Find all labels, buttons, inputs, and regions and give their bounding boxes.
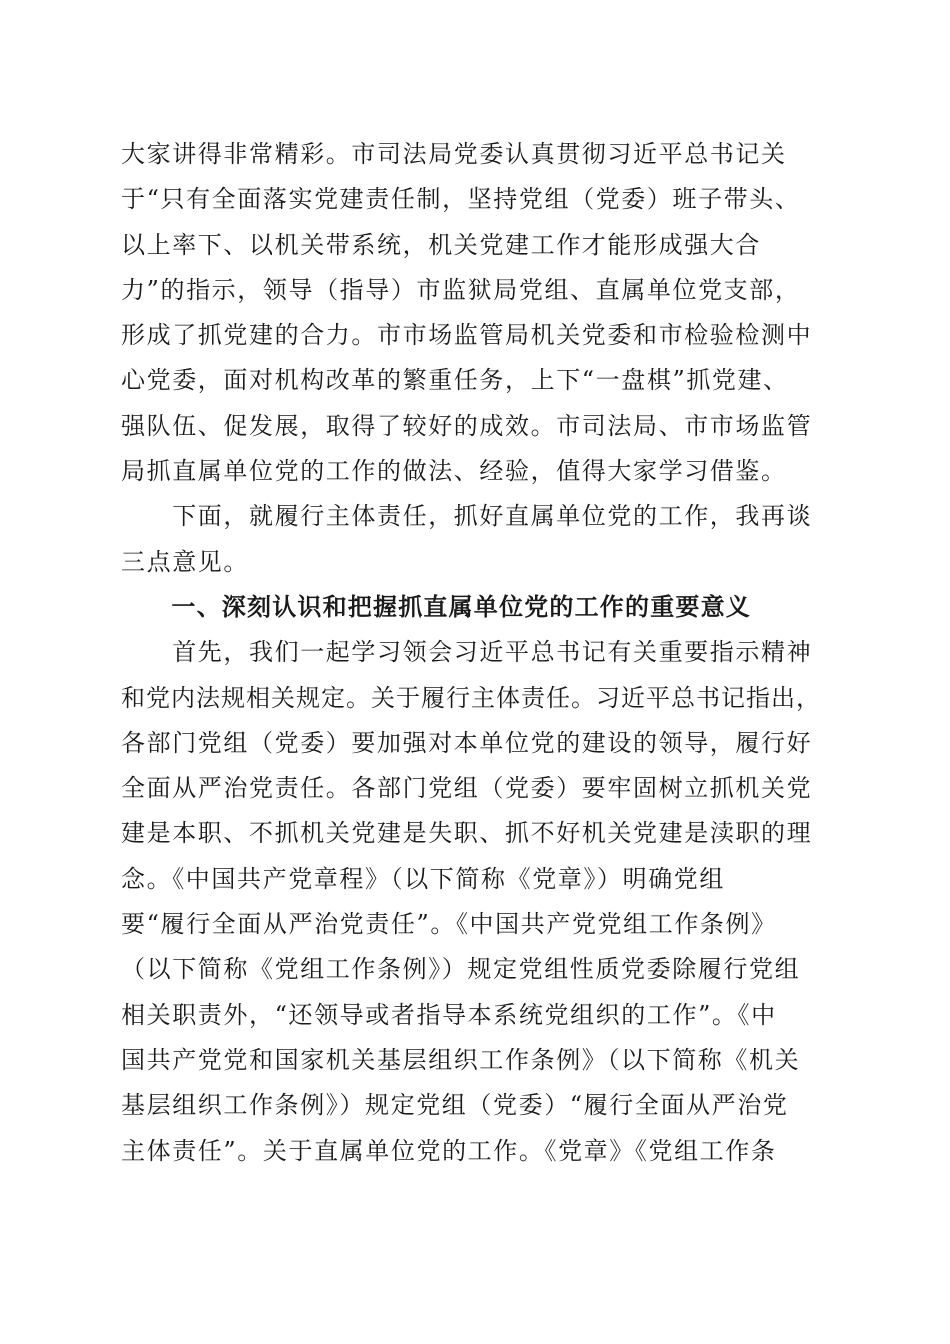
text-line: 和党内法规相关规定。关于履行主体责任。习近平总书记指出， (121, 683, 821, 712)
text-line: 于“只有全面落实党建责任制，坚持党组（党委）班子带头、 (121, 185, 801, 214)
text-line: （以下简称《党组工作条例》）规定党组性质党委除履行党组 (121, 955, 801, 984)
text-line: 主体责任”。关于直属单位党的工作。《党章》《党组工作条 (121, 1136, 777, 1165)
text-line: 基层组织工作条例》）规定党组（党委）“履行全面从严治党 (121, 1091, 789, 1120)
paragraph-start-line: 下面，就履行主体责任，抓好直属单位党的工作，我再谈 (121, 502, 813, 531)
text-line: 建是本职、不抓机关党建是失职、抓不好机关党建是渎职的理 (121, 819, 813, 848)
text-line: 各部门党组（党委）要加强对本单位党的建设的领导，履行好 (121, 728, 813, 757)
text-line: 心党委，面对机构改革的繁重任务，上下“一盘棋”抓党建、 (121, 366, 789, 395)
text-line: 念。《中国共产党章程》（以下简称《党章》）明确党组 (121, 864, 725, 893)
text-line: 要“履行全面从严治党责任”。《中国共产党党组工作条例》 (121, 910, 777, 939)
text-line: 强队伍、促发展，取得了较好的成效。市司法局、市市场监管 (121, 411, 813, 440)
text-line: 大家讲得非常精彩。市司法局党委认真贯彻习近平总书记关 (121, 140, 787, 168)
text-line: 力”的指示，领导（指导）市监狱局党组、直属单位党支部， (121, 275, 801, 304)
document-body (121, 132, 821, 1174)
text-line: 三点意见。 (121, 547, 249, 576)
section-heading: 一、深刻认识和把握抓直属单位党的工作的重要意义 (121, 592, 751, 621)
text-line: 局抓直属单位党的工作的做法、经验，值得大家学习借鉴。 (121, 457, 787, 486)
text-line: 形成了抓党建的合力。市市场监管局机关党委和市检验检测中 (121, 321, 813, 350)
paragraph-start-line: 首先，我们一起学习领会习近平总书记有关重要指示精神 (121, 638, 813, 667)
text-line: 国共产党党和国家机关基层组织工作条例》（以下简称《机关 (121, 1045, 801, 1074)
text-line: 以上率下、以机关带系统，机关党建工作才能形成强大合 (121, 230, 761, 259)
text-line: 相关职责外，“还领导或者指导本系统党组织的工作”。《中 (121, 1000, 777, 1029)
text-line: 全面从严治党责任。各部门党组（党委）要牢固树立抓机关党 (121, 774, 813, 803)
